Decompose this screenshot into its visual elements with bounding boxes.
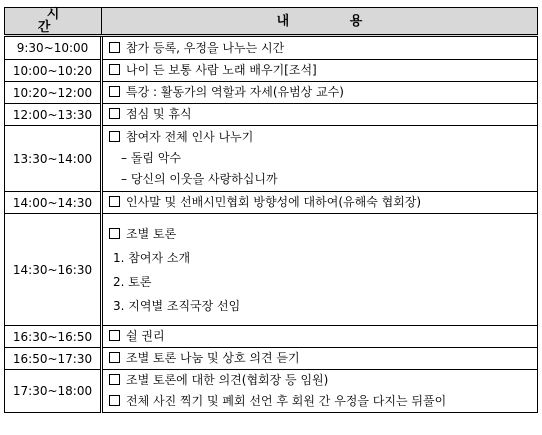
content-cell [102, 104, 538, 126]
content-cell [102, 36, 538, 60]
agenda-item [109, 38, 537, 59]
agenda-item [109, 370, 537, 391]
schedule-row [5, 126, 538, 192]
item-text: 점심 및 휴식 [126, 107, 192, 121]
checkbox-icon [109, 108, 120, 119]
schedule-row [5, 214, 538, 326]
checkbox-icon [109, 42, 120, 53]
checkbox-icon [109, 330, 120, 341]
time-cell: 16:30~16:50 [5, 326, 102, 348]
item-text: 참여자 전체 인사 나누기 [126, 130, 254, 144]
content-cell [102, 126, 538, 192]
time-cell: 13:30~14:00 [5, 126, 102, 192]
schedule-row [5, 370, 538, 413]
item-text: 참가 등록, 우정을 나누는 시간 [126, 40, 285, 55]
item-text: 쉴 권리 [126, 329, 165, 343]
content-cell [102, 370, 538, 413]
agenda-item [109, 104, 537, 125]
content-cell [102, 82, 538, 104]
checkbox-icon [109, 374, 120, 385]
time-cell: 9:30~10:00 [5, 36, 102, 60]
schedule-row [5, 36, 538, 60]
time-cell: 12:00~13:30 [5, 104, 102, 126]
schedule-row [5, 192, 538, 214]
checkbox-icon [109, 131, 120, 142]
time-cell: 10:20~12:00 [5, 82, 102, 104]
item-text: 전체 사진 찍기 및 폐회 선언 후 회원 간 우정을 다지는 뒤풀이 [126, 394, 447, 408]
agenda-item [109, 127, 537, 148]
time-cell: 16:50~17:30 [5, 348, 102, 370]
sub-item [109, 148, 537, 169]
agenda-item [109, 82, 537, 103]
sub-item [109, 169, 537, 190]
content-cell [102, 60, 538, 82]
item-text: 조별 토론에 대한 의견(협회장 등 임원) [126, 373, 329, 387]
item-text: – 돌림 악수 [121, 151, 181, 165]
item-text: 나이 든 보통 사람 노래 배우기[조석] [126, 63, 317, 77]
checkbox-icon [109, 86, 120, 97]
time-cell: 14:30~16:30 [5, 214, 102, 326]
time-cell: 14:00~14:30 [5, 192, 102, 214]
item-text: 인사말 및 선배시민협회 방향성에 대하여(유해숙 협회장) [126, 195, 422, 209]
checkbox-icon [109, 352, 120, 363]
agenda-item [109, 348, 537, 369]
header-time: 시 간 [5, 8, 102, 36]
item-text: 특강 : 활동가의 역할과 자세(유범상 교수) [126, 85, 344, 99]
content-cell [102, 348, 538, 370]
checkbox-icon [109, 395, 120, 406]
schedule-row [5, 60, 538, 82]
schedule-row [5, 104, 538, 126]
agenda-item [109, 60, 537, 81]
agenda-item [109, 326, 537, 347]
item-text: – 당신의 이웃을 사랑하십니까 [121, 172, 278, 186]
item-text: 3. 지역별 조직국장 선임 [113, 298, 241, 313]
numbered-item [109, 246, 537, 270]
agenda-item [109, 192, 537, 213]
item-text: 2. 토론 [113, 274, 152, 289]
checkbox-icon [109, 196, 120, 207]
time-cell: 17:30~18:00 [5, 370, 102, 413]
schedule-table [4, 7, 538, 413]
schedule-row [5, 326, 538, 348]
schedule-row [5, 82, 538, 104]
item-text: 조별 토론 나눔 및 상호 의견 듣기 [126, 351, 300, 365]
time-cell: 10:00~10:20 [5, 60, 102, 82]
checkbox-icon [109, 228, 120, 239]
agenda-item [109, 391, 537, 412]
numbered-item [109, 270, 537, 294]
header-content: 내 용 [102, 8, 538, 36]
agenda-item [109, 222, 537, 246]
header-row [5, 8, 538, 36]
item-text: 1. 참여자 소개 [113, 250, 191, 265]
schedule-body [5, 36, 538, 413]
schedule-row [5, 348, 538, 370]
numbered-item [109, 294, 537, 318]
item-text: 조별 토론 [126, 226, 177, 241]
content-cell [102, 326, 538, 348]
content-cell [102, 214, 538, 326]
content-cell [102, 192, 538, 214]
checkbox-icon [109, 64, 120, 75]
